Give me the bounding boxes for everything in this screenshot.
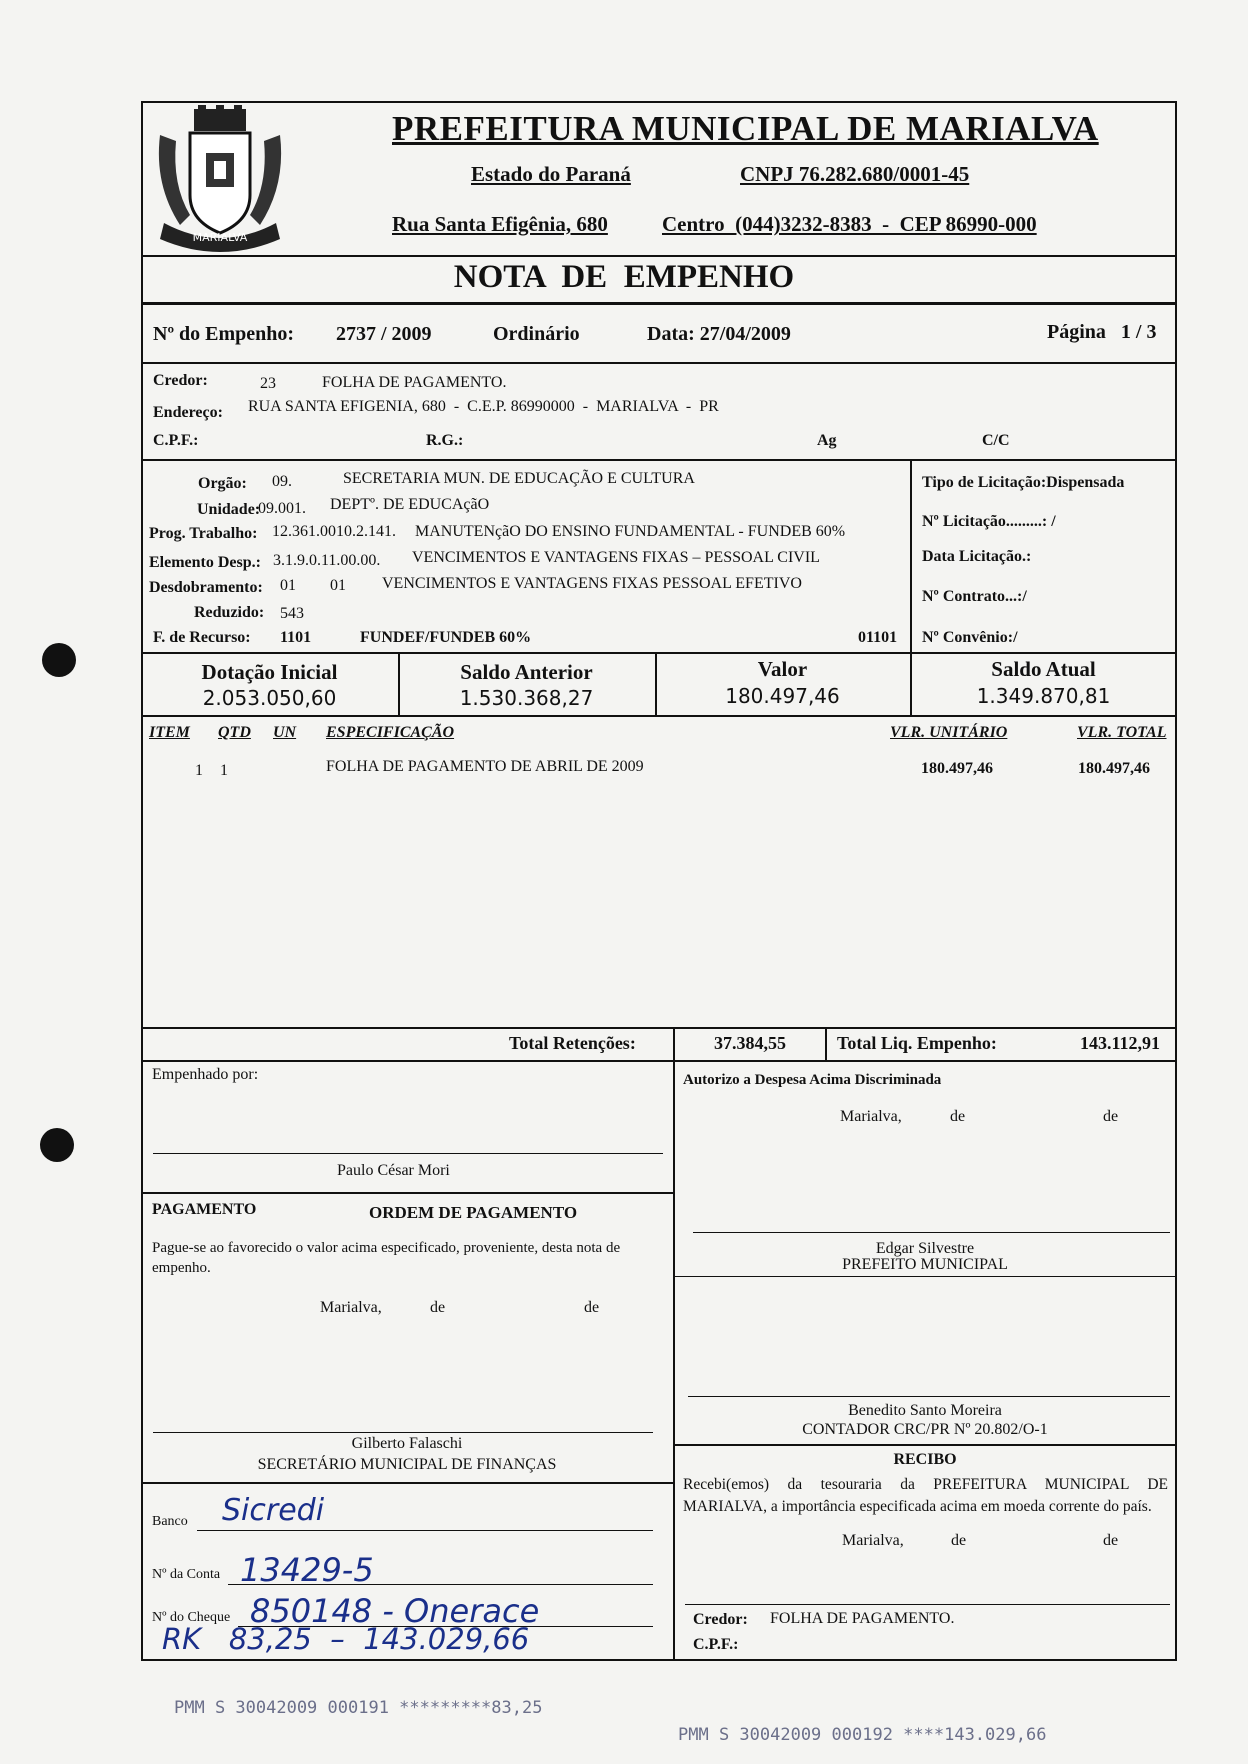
col-item-header: ITEM bbox=[149, 724, 190, 741]
conta-handwritten: 13429-5 bbox=[240, 1551, 374, 1589]
document-title: NOTA DE EMPENHO bbox=[453, 259, 795, 295]
table-row-item: 1 bbox=[195, 762, 203, 779]
saldo-anterior-label: Saldo Anterior bbox=[460, 660, 593, 684]
numero-contrato: Nº Contrato...:/ bbox=[922, 588, 1027, 605]
recibo-cpf-label: C.P.F.: bbox=[693, 1636, 739, 1653]
contador-name: Benedito Santo Moreira bbox=[848, 1402, 1002, 1419]
table-row-qtd: 1 bbox=[220, 762, 228, 779]
desdobramento-name: VENCIMENTOS E VANTAGENS FIXAS PESSOAL EFETIVO bbox=[382, 575, 802, 592]
elemento-name: VENCIMENTOS E VANTAGENS FIXAS – PESSOAL CIVIL bbox=[412, 549, 820, 566]
unidade-name: DEPTº. DE EDUCAçãO bbox=[330, 496, 490, 513]
prog-label: Prog. Trabalho: bbox=[149, 525, 258, 542]
dotacao-inicial-value: 2.053.050,60 bbox=[202, 686, 337, 710]
tipo-licitacao: Tipo de Licitação:Dispensada bbox=[922, 474, 1125, 491]
banco-handwritten: Sicredi bbox=[222, 1493, 325, 1528]
conta-label: Nº da Conta bbox=[152, 1567, 221, 1582]
prefeito-title: PREFEITO MUNICIPAL bbox=[842, 1256, 1008, 1273]
empenhado-por-name: Paulo César Mori bbox=[337, 1162, 450, 1179]
prog-code: 12.361.0010.2.141. bbox=[272, 523, 396, 540]
dotacao-inicial-label: Dotação Inicial bbox=[201, 660, 338, 684]
secretario-title: SECRETÁRIO MUNICIPAL DE FINANÇAS bbox=[257, 1456, 557, 1473]
address2-label: Centro (044)3232-8383 - CEP 86990-000 bbox=[662, 212, 1037, 236]
recurso-label: F. de Recurso: bbox=[153, 629, 251, 646]
orgao-code: 09. bbox=[272, 473, 292, 490]
cnpj-label: CNPJ 76.282.680/0001-45 bbox=[740, 162, 970, 186]
empenho-date: Data: 27/04/2009 bbox=[647, 323, 791, 345]
prefeito-name: Edgar Silvestre bbox=[875, 1240, 975, 1257]
svg-text:MARIALVA: MARIALVA bbox=[192, 231, 248, 244]
saldo-atual-label: Saldo Atual bbox=[991, 657, 1096, 681]
data-licitacao: Data Licitação.: bbox=[922, 548, 1032, 565]
state-label: Estado do Paraná bbox=[471, 162, 631, 186]
punch-hole-bottom bbox=[40, 1128, 74, 1162]
table-row-especificacao: FOLHA DE PAGAMENTO DE ABRIL DE 2009 bbox=[326, 758, 644, 775]
col-vlr-total-header: VLR. TOTAL bbox=[1077, 724, 1167, 741]
punch-hole-top bbox=[42, 643, 76, 677]
recibo-de1: de bbox=[951, 1532, 967, 1549]
table-row-vlr-unitario: 180.497,46 bbox=[921, 760, 993, 777]
recibo-de2: de bbox=[1103, 1532, 1119, 1549]
secretario-name: Gilberto Falaschi bbox=[351, 1435, 463, 1452]
valor-value: 180.497,46 bbox=[725, 684, 840, 708]
recurso-extra: 01101 bbox=[858, 629, 898, 646]
endereco-label: Endereço: bbox=[153, 404, 223, 421]
reduzido-label: Reduzido: bbox=[194, 604, 265, 621]
desdobramento-label: Desdobramento: bbox=[149, 579, 263, 596]
cpf-label: C.P.F.: bbox=[153, 432, 199, 449]
orgao-name: SECRETARIA MUN. DE EDUCAÇÃO E CULTURA bbox=[343, 470, 695, 487]
total-liquido-label: Total Liq. Empenho: bbox=[837, 1033, 997, 1053]
reduzido-value: 543 bbox=[280, 605, 304, 622]
page-number: Página 1 / 3 bbox=[1047, 321, 1157, 343]
rg-label: R.G.: bbox=[426, 432, 464, 449]
pagamento-de1: de bbox=[430, 1299, 446, 1316]
recibo-credor-label: Credor: bbox=[693, 1611, 748, 1628]
elemento-code: 3.1.9.0.11.00.00. bbox=[273, 552, 381, 569]
page-title: PREFEITURA MUNICIPAL DE MARIALVA bbox=[392, 109, 1099, 148]
endereco-value: RUA SANTA EFIGENIA, 680 - C.E.P. 86990000 - MARIALVA - PR bbox=[248, 398, 719, 415]
valor-label: Valor bbox=[757, 657, 808, 681]
recibo-title: RECIBO bbox=[893, 1451, 957, 1468]
autorizo-de2: de bbox=[1103, 1108, 1119, 1125]
total-retencoes-value: 37.384,55 bbox=[714, 1033, 786, 1053]
numero-licitacao: Nº Licitação.........: / bbox=[922, 513, 1056, 530]
empenho-number-label: Nº do Empenho: bbox=[153, 323, 295, 345]
col-qtd-header: QTD bbox=[218, 724, 251, 741]
retencao-handwritten: RK 83,25 – 143.029,66 bbox=[162, 1622, 530, 1656]
autorizo-marialva: Marialva, bbox=[840, 1108, 902, 1125]
recurso-name: FUNDEF/FUNDEB 60% bbox=[360, 629, 532, 646]
recibo-text: Recebi(emos) da tesouraria da PREFEITURA MUNICIPAL DE MARIALVA, a importância especificada acima em moeda corrente do país. bbox=[683, 1476, 1168, 1515]
unidade-code: 09.001. bbox=[258, 500, 306, 517]
col-un-header: UN bbox=[273, 724, 297, 741]
saldo-anterior-value: 1.530.368,27 bbox=[459, 686, 594, 710]
ordem-pagamento-label: ORDEM DE PAGAMENTO bbox=[369, 1203, 578, 1222]
empenhado-por-label: Empenhado por: bbox=[152, 1066, 259, 1083]
numero-convenio: Nº Convênio:/ bbox=[922, 629, 1018, 646]
autorizo-label: Autorizo a Despesa Acima Discriminada bbox=[683, 1072, 942, 1088]
address-label: Rua Santa Efigênia, 680 bbox=[392, 212, 608, 236]
recibo-marialva: Marialva, bbox=[842, 1532, 904, 1549]
pagamento-marialva: Marialva, bbox=[320, 1299, 382, 1316]
credor-code: 23 bbox=[260, 375, 276, 392]
unidade-label: Unidade: bbox=[197, 501, 261, 518]
col-especificacao-header: ESPECIFICAÇÃO bbox=[326, 724, 455, 741]
cheque-handwritten: 850148 - Onerace bbox=[250, 1592, 540, 1630]
credor-name: FOLHA DE PAGAMENTO. bbox=[322, 374, 507, 391]
banco-label: Banco bbox=[152, 1514, 188, 1529]
table-row-vlr-total: 180.497,46 bbox=[1078, 760, 1150, 777]
orgao-label: Orgão: bbox=[198, 475, 247, 492]
recurso-code: 1101 bbox=[280, 629, 312, 646]
cc-label: C/C bbox=[982, 432, 1010, 449]
contador-title: CONTADOR CRC/PR Nº 20.802/O-1 bbox=[802, 1421, 1048, 1438]
total-retencoes-label: Total Retenções: bbox=[509, 1033, 636, 1053]
pagamento-de2: de bbox=[584, 1299, 600, 1316]
total-liquido-value: 143.112,91 bbox=[1080, 1033, 1161, 1053]
desdobramento-code2: 01 bbox=[330, 577, 346, 594]
credor-label: Credor: bbox=[153, 372, 208, 389]
ag-label: Ag bbox=[817, 432, 837, 449]
elemento-label: Elemento Desp.: bbox=[149, 554, 261, 571]
empenho-number: 2737 / 2009 bbox=[336, 323, 432, 345]
pague-se-text: Pague-se ao favorecido o valor acima especificado, proveniente, desta nota de empenho. bbox=[152, 1240, 621, 1276]
coat-of-arms-logo bbox=[150, 105, 290, 257]
desdobramento-code1: 01 bbox=[280, 577, 296, 594]
prog-name: MANUTENçãO DO ENSINO FUNDAMENTAL - FUNDEB 60% bbox=[415, 523, 846, 540]
recibo-credor-name: FOLHA DE PAGAMENTO. bbox=[770, 1610, 955, 1627]
pagamento-label: PAGAMENTO bbox=[152, 1201, 257, 1218]
saldo-atual-value: 1.349.870,81 bbox=[976, 684, 1111, 708]
empenho-type: Ordinário bbox=[493, 323, 580, 345]
col-vlr-unitario-header: VLR. UNITÁRIO bbox=[890, 724, 1008, 741]
authentication-stamp-1: PMM S 30042009 000191 *********83,25 bbox=[174, 1698, 543, 1718]
autorizo-de1: de bbox=[950, 1108, 966, 1125]
cheque-label: Nº do Cheque bbox=[152, 1610, 231, 1625]
authentication-stamp-2: PMM S 30042009 000192 ****143.029,66 bbox=[678, 1725, 1047, 1745]
